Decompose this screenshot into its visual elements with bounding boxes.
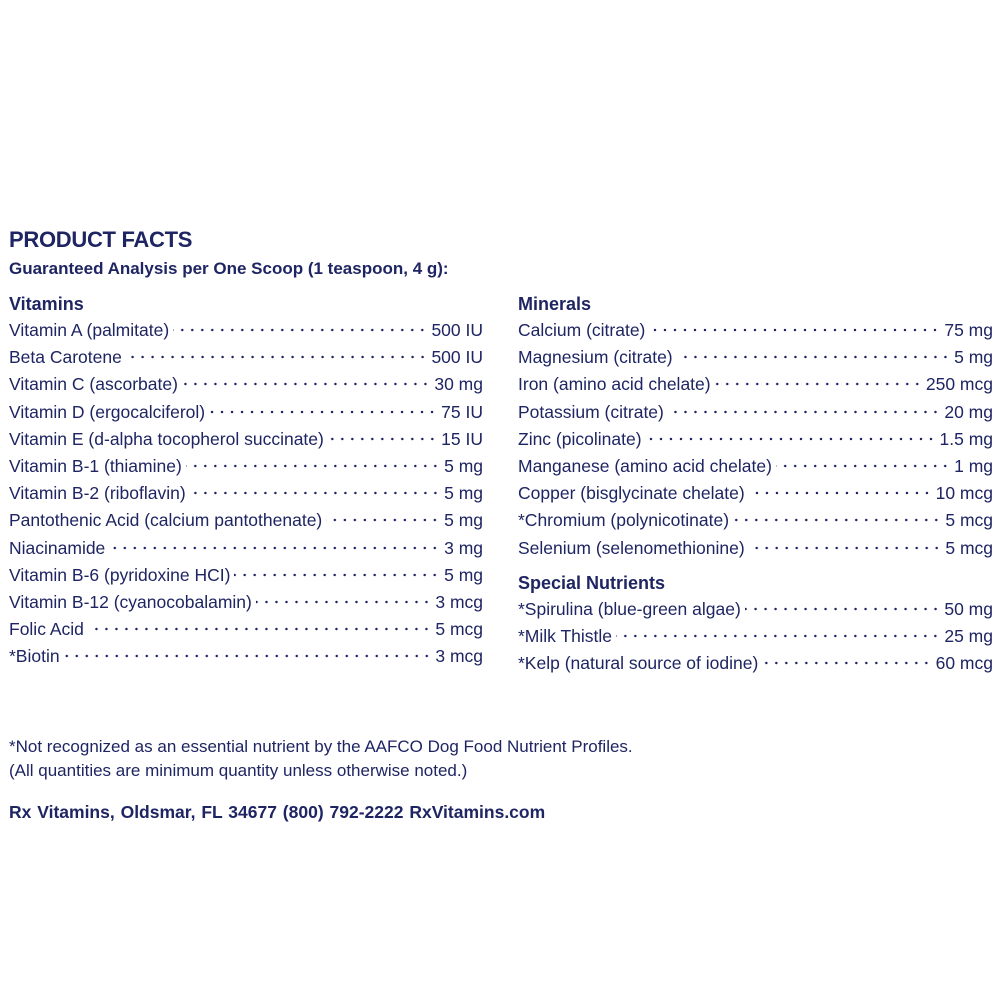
dot-leader <box>616 634 940 638</box>
nutrient-amount: 25 mg <box>944 625 993 646</box>
nutrient-amount: 60 mcg <box>935 653 993 674</box>
product-facts-panel <box>9 226 993 825</box>
nutrient-row <box>9 616 483 643</box>
vitamins-heading: Vitamins <box>9 294 84 314</box>
dot-leader <box>649 328 940 332</box>
nutrient-name: Magnesium (citrate) <box>518 347 673 368</box>
nutrient-row <box>518 480 993 507</box>
nutrient-row <box>9 480 483 507</box>
nutrient-name: *Biotin <box>9 646 60 667</box>
nutrient-name: Beta Carotene <box>9 347 122 368</box>
nutrient-name: Zinc (picolinate) <box>518 428 642 449</box>
dot-leader <box>64 654 432 658</box>
dot-leader <box>326 518 440 522</box>
aafco-footnote: *Not recognized as an essential nutrient by the AAFCO Dog Food Nutrient Profiles. <box>9 737 633 756</box>
nutrient-amount: 1.5 mg <box>939 428 993 449</box>
quantities-footnote: (All quantities are minimum quantity unless otherwise noted.) <box>9 761 468 780</box>
nutrient-amount: 30 mg <box>434 374 483 395</box>
nutrient-name: Vitamin B-12 (cyanocobalamin) <box>9 591 252 612</box>
company-contact-line: Rx Vitamins, Oldsmar, FL 34677 (800) 792-2222 RxVitamins.com <box>9 802 546 822</box>
nutrient-name: Iron (amino acid chelate) <box>518 374 711 395</box>
nutrient-amount: 250 mcg <box>925 374 993 395</box>
nutrient-row <box>9 317 483 344</box>
nutrient-row <box>518 344 993 371</box>
nutrient-row <box>518 535 993 562</box>
nutrient-name: Selenium (selenomethionine) <box>518 537 745 558</box>
nutrient-row <box>518 317 993 344</box>
nutrient-name: *Milk Thistle <box>518 625 613 646</box>
nutrient-amount: 5 mg <box>444 564 483 585</box>
nutrient-amount: 5 mcg <box>945 510 993 531</box>
nutrient-row <box>518 371 993 398</box>
dot-leader <box>173 328 427 332</box>
dot-leader <box>646 437 936 441</box>
nutrient-name: *Spirulina (blue-green algae) <box>518 598 741 619</box>
dot-leader <box>749 546 942 550</box>
dot-leader <box>715 382 922 386</box>
nutrient-amount: 5 mg <box>444 483 483 504</box>
nutrient-row <box>9 371 483 398</box>
nutrient-amount: 500 IU <box>431 320 483 340</box>
nutrient-row <box>9 507 483 534</box>
nutrient-amount: 1 mg <box>954 455 993 476</box>
dot-leader <box>209 410 437 414</box>
nutrient-amount: 3 mcg <box>435 591 483 612</box>
guaranteed-analysis-subtitle: Guaranteed Analysis per One Scoop (1 teaspoon, 4 g): <box>9 259 449 278</box>
nutrient-row <box>9 426 483 453</box>
nutrient-amount: 5 mg <box>444 455 483 476</box>
dot-leader <box>762 661 931 665</box>
nutrient-amount: 50 mg <box>944 598 993 619</box>
dot-leader <box>126 355 428 359</box>
dot-leader <box>182 382 430 386</box>
nutrient-amount: 5 mcg <box>435 619 483 640</box>
minerals-heading: Minerals <box>518 294 592 314</box>
nutrient-name: Vitamin E (d-alpha tocopherol succinate) <box>9 428 324 449</box>
dot-leader <box>234 573 440 577</box>
nutrient-row <box>518 507 993 534</box>
nutrient-amount: 3 mcg <box>435 646 483 667</box>
nutrient-name: Vitamin A (palmitate) <box>9 320 170 340</box>
product-facts-title: PRODUCT FACTS <box>9 227 193 252</box>
nutrient-row <box>518 399 993 426</box>
dot-leader <box>109 546 440 550</box>
nutrient-name: Calcium (citrate) <box>518 320 646 340</box>
nutrient-row <box>9 562 483 589</box>
nutrient-amount: 500 IU <box>431 347 483 368</box>
special-nutrients-list <box>518 596 993 678</box>
nutrient-row <box>9 453 483 480</box>
nutrient-amount: 5 mcg <box>945 537 993 558</box>
nutrient-name: Vitamin C (ascorbate) <box>9 374 178 395</box>
nutrient-row <box>9 589 483 616</box>
nutrient-row <box>518 596 993 623</box>
nutrient-name: Vitamin B-2 (riboflavin) <box>9 483 186 504</box>
minerals-column <box>518 291 993 677</box>
nutrient-name: Pantothenic Acid (calcium pantothenate) <box>9 510 323 531</box>
dot-leader <box>677 355 950 359</box>
dot-leader <box>328 437 437 441</box>
nutrient-amount: 15 IU <box>441 428 483 449</box>
nutrient-amount: 20 mg <box>944 401 993 422</box>
nutrient-name: *Kelp (natural source of iodine) <box>518 653 759 674</box>
nutrient-amount: 5 mg <box>954 347 993 368</box>
dot-leader <box>745 607 941 611</box>
nutrient-row <box>9 535 483 562</box>
nutrient-amount: 75 mg <box>944 320 993 340</box>
nutrient-name: Vitamin B-1 (thiamine) <box>9 455 182 476</box>
nutrient-amount: 5 mg <box>444 510 483 531</box>
nutrient-name: Vitamin D (ergocalciferol) <box>9 401 206 422</box>
nutrient-row <box>518 650 993 677</box>
nutrient-name: Potassium (citrate) <box>518 401 664 422</box>
dot-leader <box>190 491 440 495</box>
nutrient-amount: 75 IU <box>441 401 483 422</box>
dot-leader <box>88 627 431 631</box>
nutrient-row <box>518 623 993 650</box>
nutrient-row <box>9 643 483 670</box>
nutrient-name: Copper (bisglycinate chelate) <box>518 483 745 504</box>
dot-leader <box>733 518 941 522</box>
nutrient-row <box>518 426 993 453</box>
nutrient-name: *Chromium (polynicotinate) <box>518 510 730 531</box>
dot-leader <box>668 410 940 414</box>
nutrient-name: Niacinamide <box>9 537 106 558</box>
nutrient-amount: 10 mcg <box>935 483 993 504</box>
nutrient-row <box>518 453 993 480</box>
dot-leader <box>749 491 932 495</box>
facts-columns <box>9 291 993 735</box>
nutrient-name: Manganese (amino acid chelate) <box>518 455 772 476</box>
dot-leader <box>186 464 440 468</box>
nutrient-name: Folic Acid <box>9 619 84 640</box>
nutrient-amount: 3 mg <box>444 537 483 558</box>
dot-leader <box>256 600 431 604</box>
dot-leader <box>776 464 950 468</box>
nutrient-row <box>9 399 483 426</box>
nutrient-name: Vitamin B-6 (pyridoxine HCI) <box>9 564 231 585</box>
vitamins-column <box>9 291 483 670</box>
nutrient-row <box>9 344 483 371</box>
vitamins-list <box>9 317 483 670</box>
special-nutrients-heading: Special Nutrients <box>518 572 666 593</box>
minerals-list <box>518 317 993 562</box>
